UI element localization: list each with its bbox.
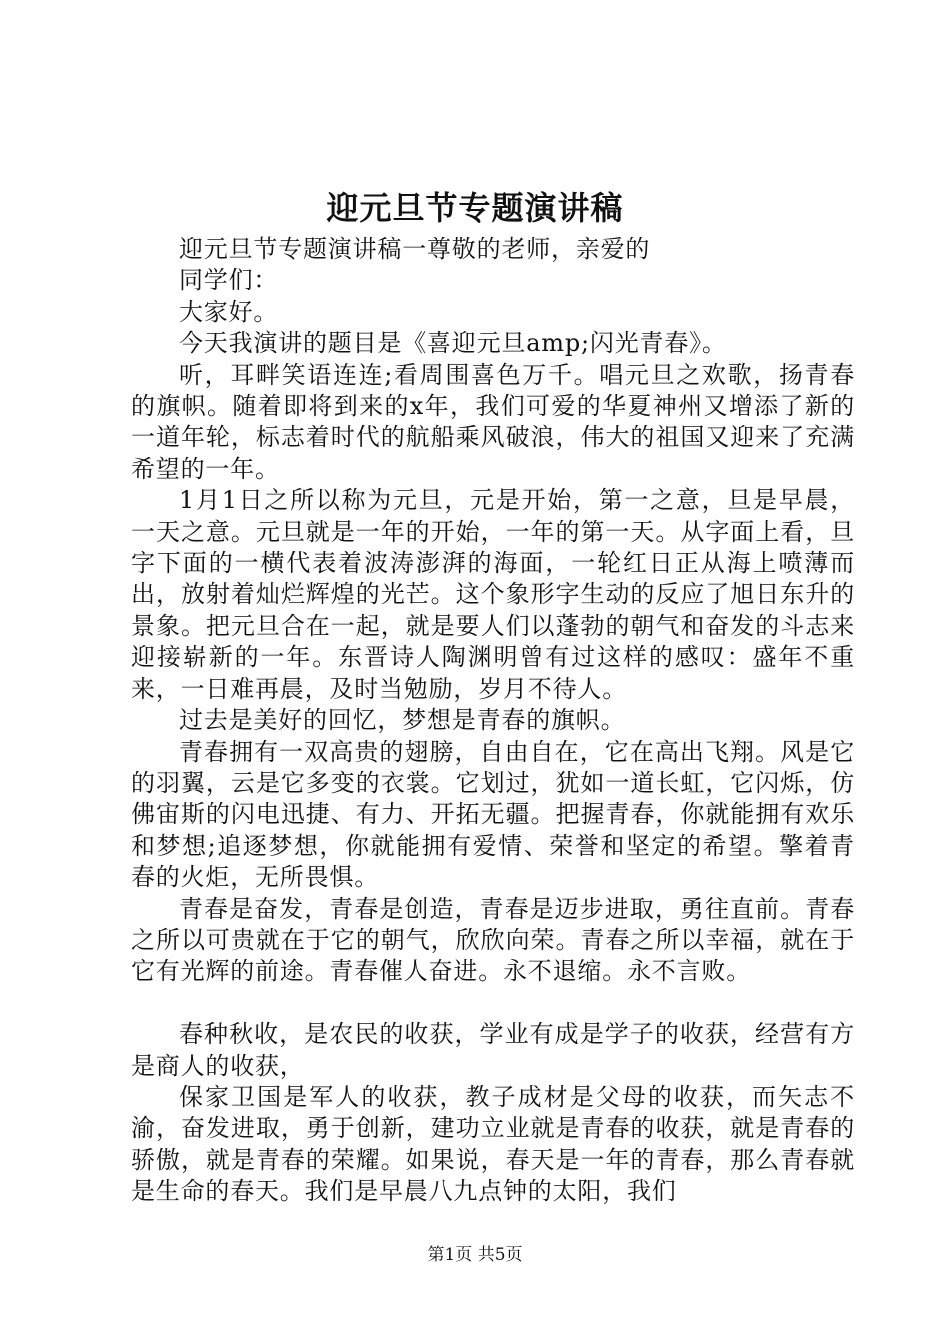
paragraph-1: 迎元旦节专题演讲稿一尊敬的老师，亲爱的 xyxy=(179,235,651,263)
paragraph-8: 青春拥有一双高贵的翅膀，自由自在，它在高出飞翔。风是它的羽翼，云是它多变的衣裳。它划过，犹如一道长虹，它闪烁，仿佛宙斯的闪电迅捷、有力、开拓无疆。把握青春，你就能拥有欢乐和梦想;追逐梦想，你就能拥有爱情、荣誉和坚定的希望。擎着青春的火炬，无所畏惧。 xyxy=(131,737,855,892)
document-title: 迎元旦节专题演讲稿 xyxy=(326,189,624,227)
paragraph-5: 听，耳畔笑语连连;看周围喜色万千。唱元旦之欢歌，扬青春的旗帜。随着即将到来的x年，我们可爱的华夏神州又增添了新的一道年轮，标志着时代的航船乘风破浪，伟大的祖国又迎来了充满希望的一年。 xyxy=(131,360,855,483)
paragraph-3: 大家好。 xyxy=(179,297,279,326)
paragraph-10: 春种秋收，是农民的收获，学业有成是学子的收获，经营有方是商人的收获， xyxy=(131,1020,855,1080)
paragraph-7: 过去是美好的回忆，梦想是青春的旗帜。 xyxy=(179,706,626,735)
paragraph-9: 青春是奋发，青春是创造，青春是迈步进取，勇往直前。青春之所以可贵就在于它的朝气，欣欣向荣。青春之所以幸福，就在于它有光辉的前途。青春催人奋进。永不退缩。永不言败。 xyxy=(131,894,855,986)
document-body xyxy=(131,234,855,1208)
paragraph-6: 1月1日之所以称为元旦，元是开始，第一之意，旦是早晨，一天之意。元旦就是一年的开始，一年的第一天。从字面上看，旦字下面的一横代表着波涛澎湃的海面，一轮红日正从海上喷薄而出，放射着灿烂辉煌的光芒。这个象形字生动的反应了旭日东升的景象。把元旦合在一起，就是要人们以蓬勃的朝气和奋发的斗志来迎接崭新的一年。东晋诗人陶渊明曾有过这样的感叹：盛年不重来，一日难再晨，及时当勉励，岁月不待人。 xyxy=(131,486,855,703)
page-footer: 第1页 共5页 xyxy=(427,1245,523,1265)
paragraph-11: 保家卫国是军人的收获，教子成材是父母的收获，而矢志不渝，奋发进取，勇于创新，建功立业就是青春的收获，就是青春的骄傲，就是青春的荣耀。如果说，春天是一年的青春，那么青春就是生命的春天。我们是早晨八九点钟的太阳，我们 xyxy=(131,1082,855,1206)
paragraph-2: 同学们： xyxy=(179,266,279,295)
paragraph-4: 今天我演讲的题目是《喜迎元旦amp;闪光青春》。 xyxy=(179,329,727,358)
